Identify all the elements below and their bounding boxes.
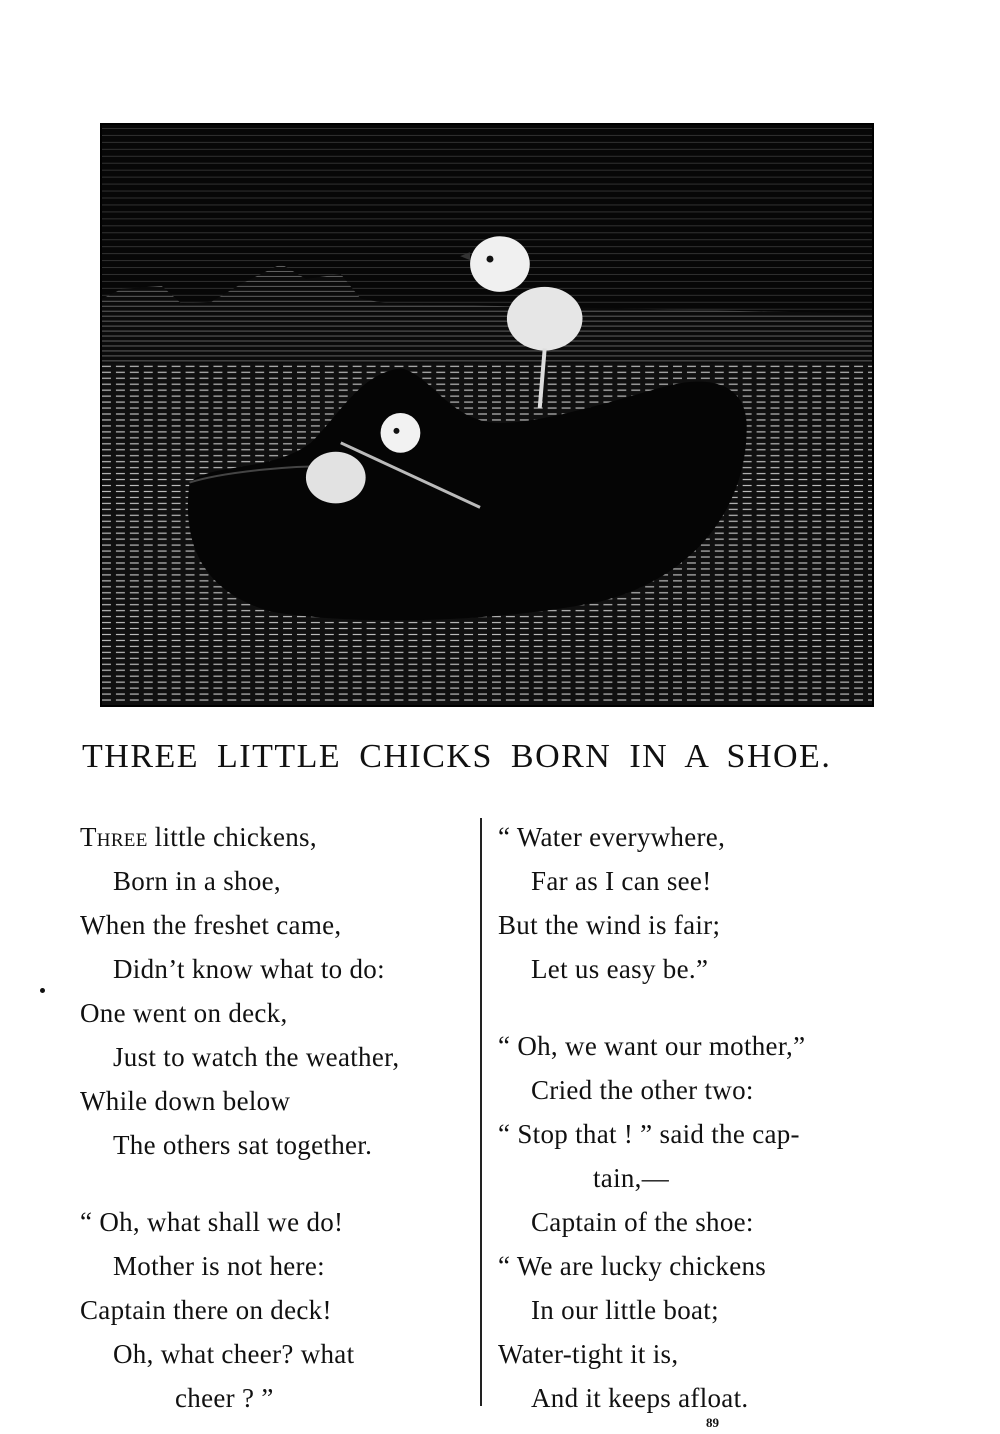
poem-line: “ Oh, we want our mother,”: [498, 1031, 806, 1061]
poem-line: Cried the other two:: [531, 1075, 754, 1105]
chicks-in-shoe-engraving: [102, 125, 872, 705]
poem-line: “ Stop that ! ” said the cap-: [498, 1119, 800, 1149]
poem-line: But the wind is fair;: [498, 910, 721, 940]
poem-line: “ Oh, what shall we do!: [80, 1207, 344, 1237]
poem-line: “ We are lucky chickens: [498, 1251, 767, 1281]
poem-line: Born in a shoe,: [113, 866, 281, 896]
poem-line: When the freshet came,: [80, 910, 342, 940]
poem-line: “ Water everywhere,: [498, 822, 726, 852]
poem-line: Captain of the shoe:: [531, 1207, 754, 1237]
poem-line: In our little boat;: [531, 1295, 719, 1325]
poem-first-word: Three: [80, 822, 148, 852]
poem-line: Captain there on deck!: [80, 1295, 332, 1325]
column-divider: [480, 818, 482, 1406]
poem-line: And it keeps afloat.: [531, 1383, 749, 1413]
poem-line: cheer ? ”: [175, 1383, 274, 1413]
poem-line: Let us easy be.”: [531, 954, 709, 984]
poem-line: Didn’t know what to do:: [113, 954, 385, 984]
print-mark: [40, 988, 45, 993]
poem-line: Far as I can see!: [531, 866, 712, 896]
poem-line: Just to watch the weather,: [113, 1042, 400, 1072]
poem-line: Mother is not here:: [113, 1251, 325, 1281]
poem-line: tain,—: [593, 1163, 670, 1193]
page-number: 89: [706, 1415, 719, 1430]
poem-left-column: [80, 815, 475, 1420]
stanza-gap: [80, 1167, 475, 1200]
poem-line: One went on deck,: [80, 998, 288, 1028]
poem-right-column: [498, 815, 908, 1420]
poem-line: While down below: [80, 1086, 291, 1116]
engraving-illustration: [100, 123, 874, 707]
stanza-gap: [498, 991, 908, 1024]
poem-line: [80, 815, 475, 859]
poem-line: Oh, what cheer? what: [113, 1339, 355, 1369]
poem-line: Water-tight it is,: [498, 1339, 679, 1369]
poem-line: The others sat together.: [113, 1130, 373, 1160]
poem-title: THREE LITTLE CHICKS BORN IN A SHOE.: [82, 738, 832, 775]
poem-line-text: little chickens,: [147, 822, 317, 852]
